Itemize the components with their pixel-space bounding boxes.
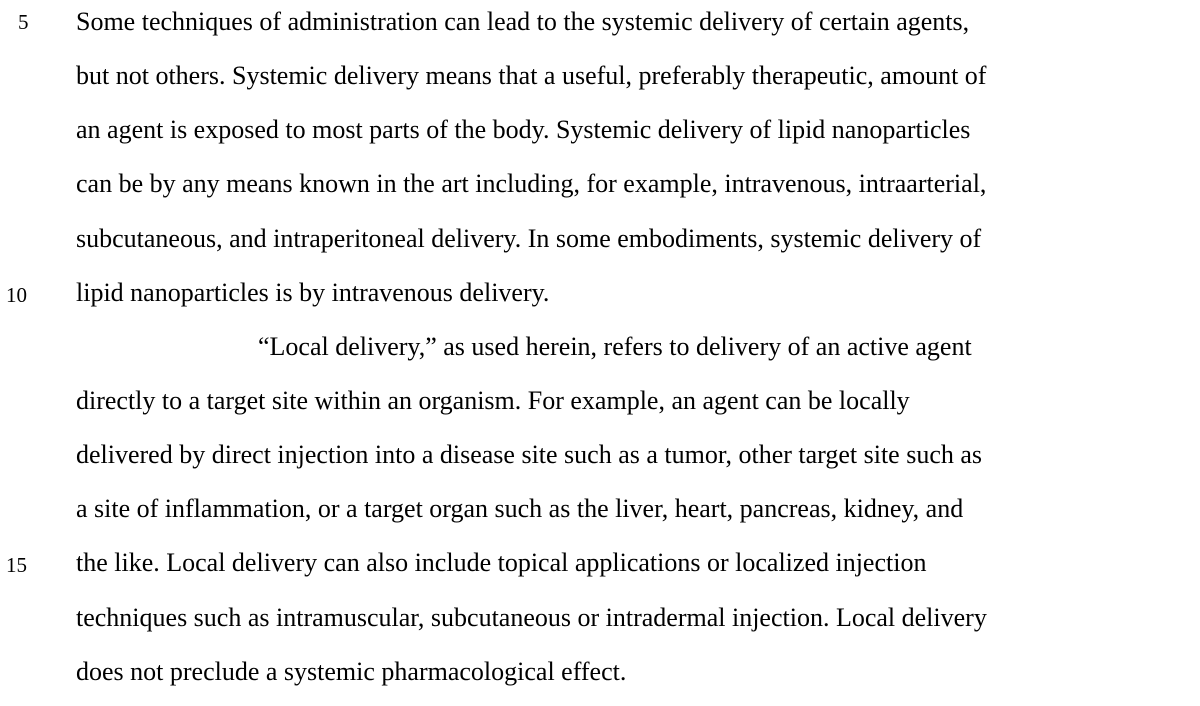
text-line: “Local delivery,” as used herein, refers to delivery of an active agent [258, 332, 972, 361]
text-line: techniques such as intramuscular, subcutaneous or intradermal injection. Local delivery [76, 603, 987, 632]
text-line: lipid nanoparticles is by intravenous delivery. [76, 278, 550, 307]
text-line: the like. Local delivery can also include topical applications or localized injection [76, 548, 927, 577]
text-line: can be by any means known in the art including, for example, intravenous, intraarterial, [76, 169, 987, 198]
text-line: delivered by direct injection into a disease site such as a tumor, other target site such as [76, 440, 983, 469]
line-number-10: 10 [6, 283, 27, 307]
text-line: directly to a target site within an organism. For example, an agent can be locally [76, 386, 910, 415]
text-line: Some techniques of administration can lead to the systemic delivery of certain agents, [76, 7, 970, 36]
line-number-5: 5 [18, 10, 29, 34]
text-line: an agent is exposed to most parts of the body. Systemic delivery of lipid nanoparticles [76, 115, 971, 144]
text-line: a site of inflammation, or a target organ such as the liver, heart, pancreas, kidney, and [76, 494, 964, 523]
line-number-15: 15 [6, 553, 27, 577]
text-line: subcutaneous, and intraperitoneal delivery. In some embodiments, systemic delivery of [76, 224, 982, 253]
text-line: but not others. Systemic delivery means that a useful, preferably therapeutic, amount of [76, 61, 987, 90]
text-line: does not preclude a systemic pharmacological effect. [76, 657, 627, 686]
